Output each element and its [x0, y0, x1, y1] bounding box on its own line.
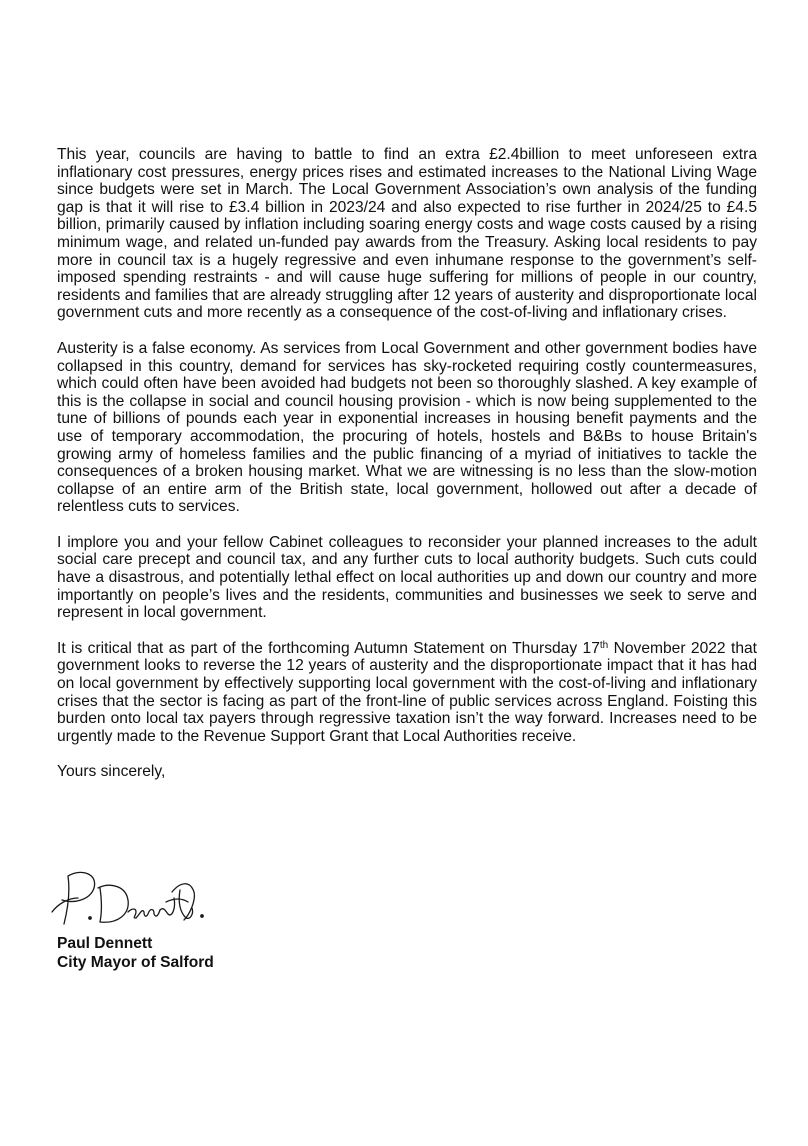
signatory-name: Paul Dennett: [57, 935, 153, 952]
paragraph-4: [57, 640, 757, 746]
paragraph-1: This year, councils are having to battle to find an extra £2.4billion to meet unforeseen extra inflationary cost pressures, energy prices rises and estimated increases to the National Living Wage since budgets were set in March. The Local Government Association’s own analysis of the funding gap is that it will rise to £3.4 billion in 2023/24 and also expected to rise further in 2024/25 to £4.5 billion, primarily caused by inflation including soaring energy costs and wage costs caused by a rising minimum wage, and related un-funded pay awards from the Treasury. Asking local residents to pay more in council tax is a hugely regressive and even inhumane response to the government’s self-imposed spending restraints - and will cause huge suffering for millions of people in our country, residents and families that are already struggling after 12 years of austerity and disproportionate local government cuts and more recently as a consequence of the cost-of-living and inflationary crises.: [57, 146, 757, 322]
handwritten-signature: [44, 868, 214, 934]
paragraph-4-text-end: November 2022 that government looks to reverse the 12 years of austerity and the disproportionate impact that it has had on local government by effectively supporting local government with the cost-of-living and inflationary crises that the sector is facing as part of the front-line of public services across England. Foisting this burden onto local tax payers through regressive taxation isn’t the way forward. Increases need to be urgently made to the Revenue Support Grant that Local Authorities receive.: [57, 639, 757, 745]
closing-salutation: Yours sincerely,: [57, 763, 166, 781]
letter-body: [57, 146, 757, 787]
paragraph-3: I implore you and your fellow Cabinet colleagues to reconsider your planned increases to the adult social care precept and council tax, and any further cuts to local authority budgets. Such cuts could have a disastrous, and potentially lethal effect on local authorities up and down our country and more importantly on people’s lives and the residents, communities and businesses we seek to serve and represent in local government.: [57, 533, 757, 622]
paragraph-4-text-start: It is critical that as part of the forthcoming Autumn Statement on Thursday 17: [57, 639, 600, 657]
signatory-title: City Mayor of Salford: [57, 954, 214, 971]
paragraph-2: Austerity is a false economy. As services from Local Government and other government bodies have collapsed in this country, demand for services has sky-rocketed requiring costly countermeasures, which could often have been avoided had budgets not been so thoroughly slashed. A key example of this is the collapse in social and council housing provision - which is now being supplemented to the tune of billions of pounds each year in exponential increases in housing benefit payments and the use of temporary accommodation, the procuring of hotels, hostels and B&Bs to house Britain's growing army of homeless families and the public financing of a myriad of initiatives to tackle the consequences of a broken housing market. What we are witnessing is no less than the slow-motion collapse of an entire arm of the British state, local government, hollowed out after a decade of relentless cuts to services.: [57, 339, 757, 516]
ordinal-suffix: th: [599, 639, 609, 651]
